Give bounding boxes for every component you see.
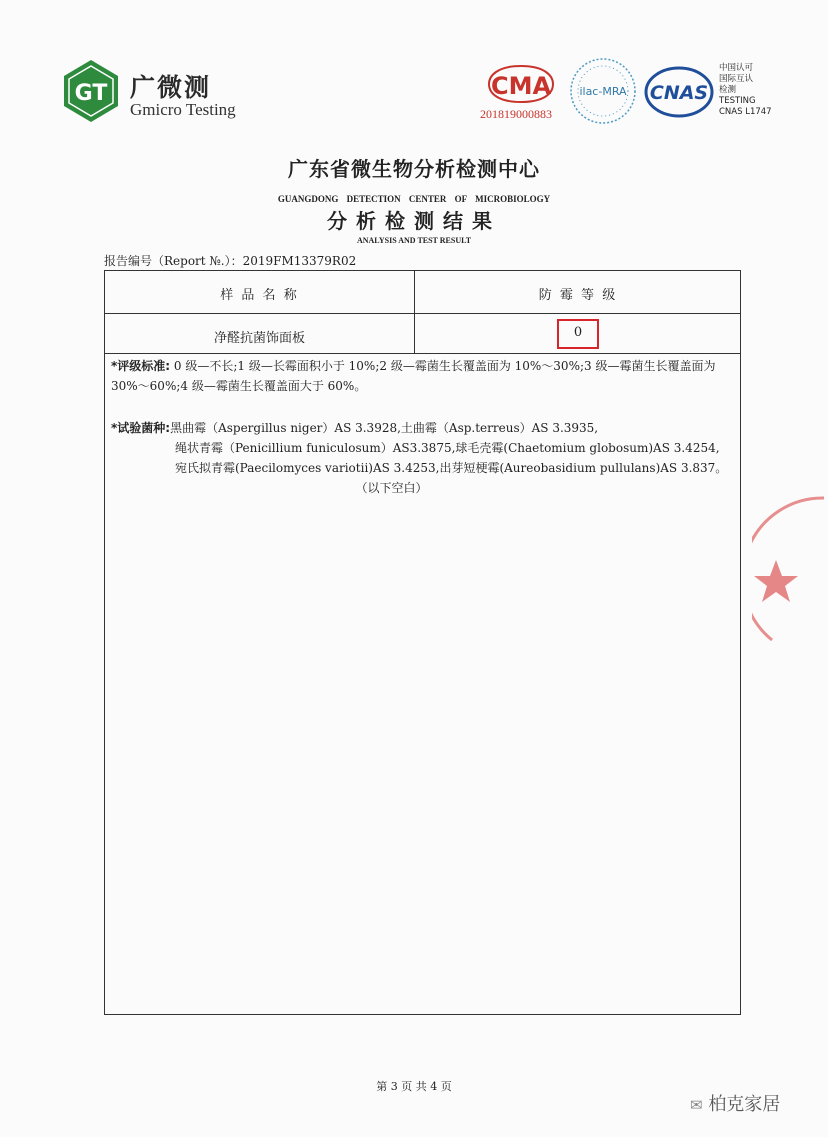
- table-divider: [105, 353, 740, 354]
- grade-value-cell: 0: [573, 325, 583, 340]
- table-divider: [105, 313, 740, 314]
- cnas-mark-icon: [644, 66, 714, 118]
- red-seal-stamp-icon: [752, 490, 828, 660]
- wechat-account-name: 柏克家居: [708, 1094, 781, 1115]
- cma-label: CMA: [490, 72, 552, 100]
- wechat-icon: ✉: [690, 1096, 703, 1114]
- test-strains: [111, 418, 732, 498]
- logo-mark-text: GT: [74, 81, 108, 106]
- logo-chinese-name: 广微测: [130, 73, 212, 102]
- header-sample-name: 样 品 名 称: [220, 288, 299, 303]
- blank-below-note: （以下空白）: [355, 481, 428, 495]
- wechat-watermark: [690, 1090, 780, 1116]
- result-title-en: ANALYSIS AND TEST RESULT: [356, 236, 472, 245]
- result-table: [104, 270, 741, 1015]
- rating-standard: [111, 356, 732, 396]
- strain-line-1: 黑曲霉（Aspergillus niger）AS 3.3928,土曲霉（Asp.terreus）AS 3.3935,: [170, 421, 599, 435]
- strain-line-3: 宛氏拟青霉(Paecilomyces variotii)AS 3.4253,出芽短梗霉(Aureobasidium pullulans)AS 3.837。: [175, 461, 728, 475]
- page-footer: 第 3 页 共 4 页: [376, 1080, 452, 1093]
- header-mold-grade: 防 霉 等 级: [538, 288, 618, 303]
- ilac-label: ilac-MRA: [579, 85, 627, 98]
- gmicro-logo-icon: [62, 58, 120, 124]
- cma-mark-icon: [485, 62, 557, 106]
- cma-number: 201819000883: [480, 107, 552, 121]
- cnas-accreditation-text: 中国认可 国际互认 检测 TESTING CNAS L1747: [719, 63, 772, 117]
- logo-english-name: Gmicro Testing: [130, 100, 236, 119]
- ilac-mra-mark-icon: [568, 56, 638, 126]
- result-title-cn: 分析检测结果: [327, 209, 501, 233]
- rating-label: *评级标准:: [111, 359, 171, 373]
- strain-label: *试验菌种:: [111, 421, 171, 435]
- center-title-cn: 广东省微生物分析检测中心: [288, 157, 540, 181]
- center-title-en: GUANGDONG DETECTION CENTER OF MICROBIOLOGY: [277, 194, 551, 204]
- sample-name-cell: 净醛抗菌饰面板: [213, 331, 305, 346]
- rating-text: 0 级—不长;1 级—长霉面积小于 10%;2 级—霉菌生长覆盖面为 10%～30%;3 级—霉菌生长覆盖面为 30%～60%;4 级—霉菌生长覆盖面大于 60%。: [111, 359, 716, 393]
- cnas-label: CNAS: [649, 82, 709, 104]
- report-number: 报告编号（Report №.）：2019FM13379R02: [104, 254, 357, 268]
- strain-line-2: 绳状青霉（Penicillium funiculosum）AS3.3875,球毛壳霉(Chaetomium globosum)AS 3.4254,: [175, 441, 720, 455]
